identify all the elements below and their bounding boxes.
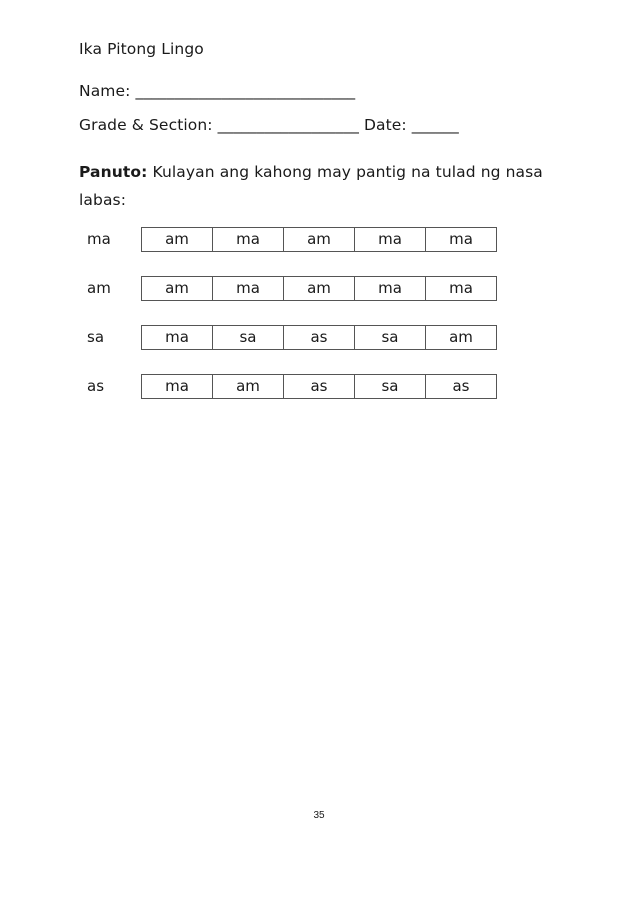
row-boxes [141, 276, 497, 301]
instruction [79, 158, 549, 214]
row-boxes [141, 374, 497, 399]
row-boxes [141, 227, 497, 252]
syllable-row [79, 325, 499, 350]
syllable-box[interactable]: as [425, 375, 496, 398]
grade-date-field-line: Grade & Section: __________________ Date: ______ [79, 116, 459, 134]
name-field-line: Name: ____________________________ [79, 82, 356, 100]
syllable-row [79, 374, 499, 399]
syllable-box[interactable]: ma [165, 377, 189, 395]
syllable-box[interactable]: sa [212, 326, 283, 349]
syllable-box[interactable]: am [283, 228, 354, 251]
page-title: Ika Pitong Lingo [79, 40, 204, 58]
syllable-box[interactable]: am [425, 326, 496, 349]
instruction-label: Panuto: [79, 163, 148, 181]
syllable-box[interactable]: as [283, 375, 354, 398]
syllable-box[interactable]: ma [354, 228, 425, 251]
row-target-syllable: as [87, 377, 105, 395]
syllable-box[interactable]: ma [354, 277, 425, 300]
row-target-syllable: am [87, 279, 111, 297]
syllable-box[interactable]: ma [165, 328, 189, 346]
syllable-box[interactable]: am [283, 277, 354, 300]
row-boxes [141, 325, 497, 350]
row-target-syllable: ma [87, 230, 111, 248]
syllable-box[interactable]: am [165, 230, 189, 248]
syllable-row [79, 276, 499, 301]
syllable-box[interactable]: ma [212, 228, 283, 251]
syllable-box[interactable]: am [212, 375, 283, 398]
syllable-box[interactable]: ma [212, 277, 283, 300]
syllable-box[interactable]: as [283, 326, 354, 349]
syllable-box[interactable]: ma [425, 277, 496, 300]
syllable-box[interactable]: am [165, 279, 189, 297]
syllable-box[interactable]: ma [425, 228, 496, 251]
syllable-box[interactable]: sa [354, 375, 425, 398]
row-target-syllable: sa [87, 328, 105, 346]
instruction-text: Kulayan ang kahong may pantig na tulad ng nasa labas: [79, 163, 543, 209]
syllable-box[interactable]: sa [354, 326, 425, 349]
page-number: 35 [313, 810, 325, 821]
syllable-row [79, 227, 499, 252]
